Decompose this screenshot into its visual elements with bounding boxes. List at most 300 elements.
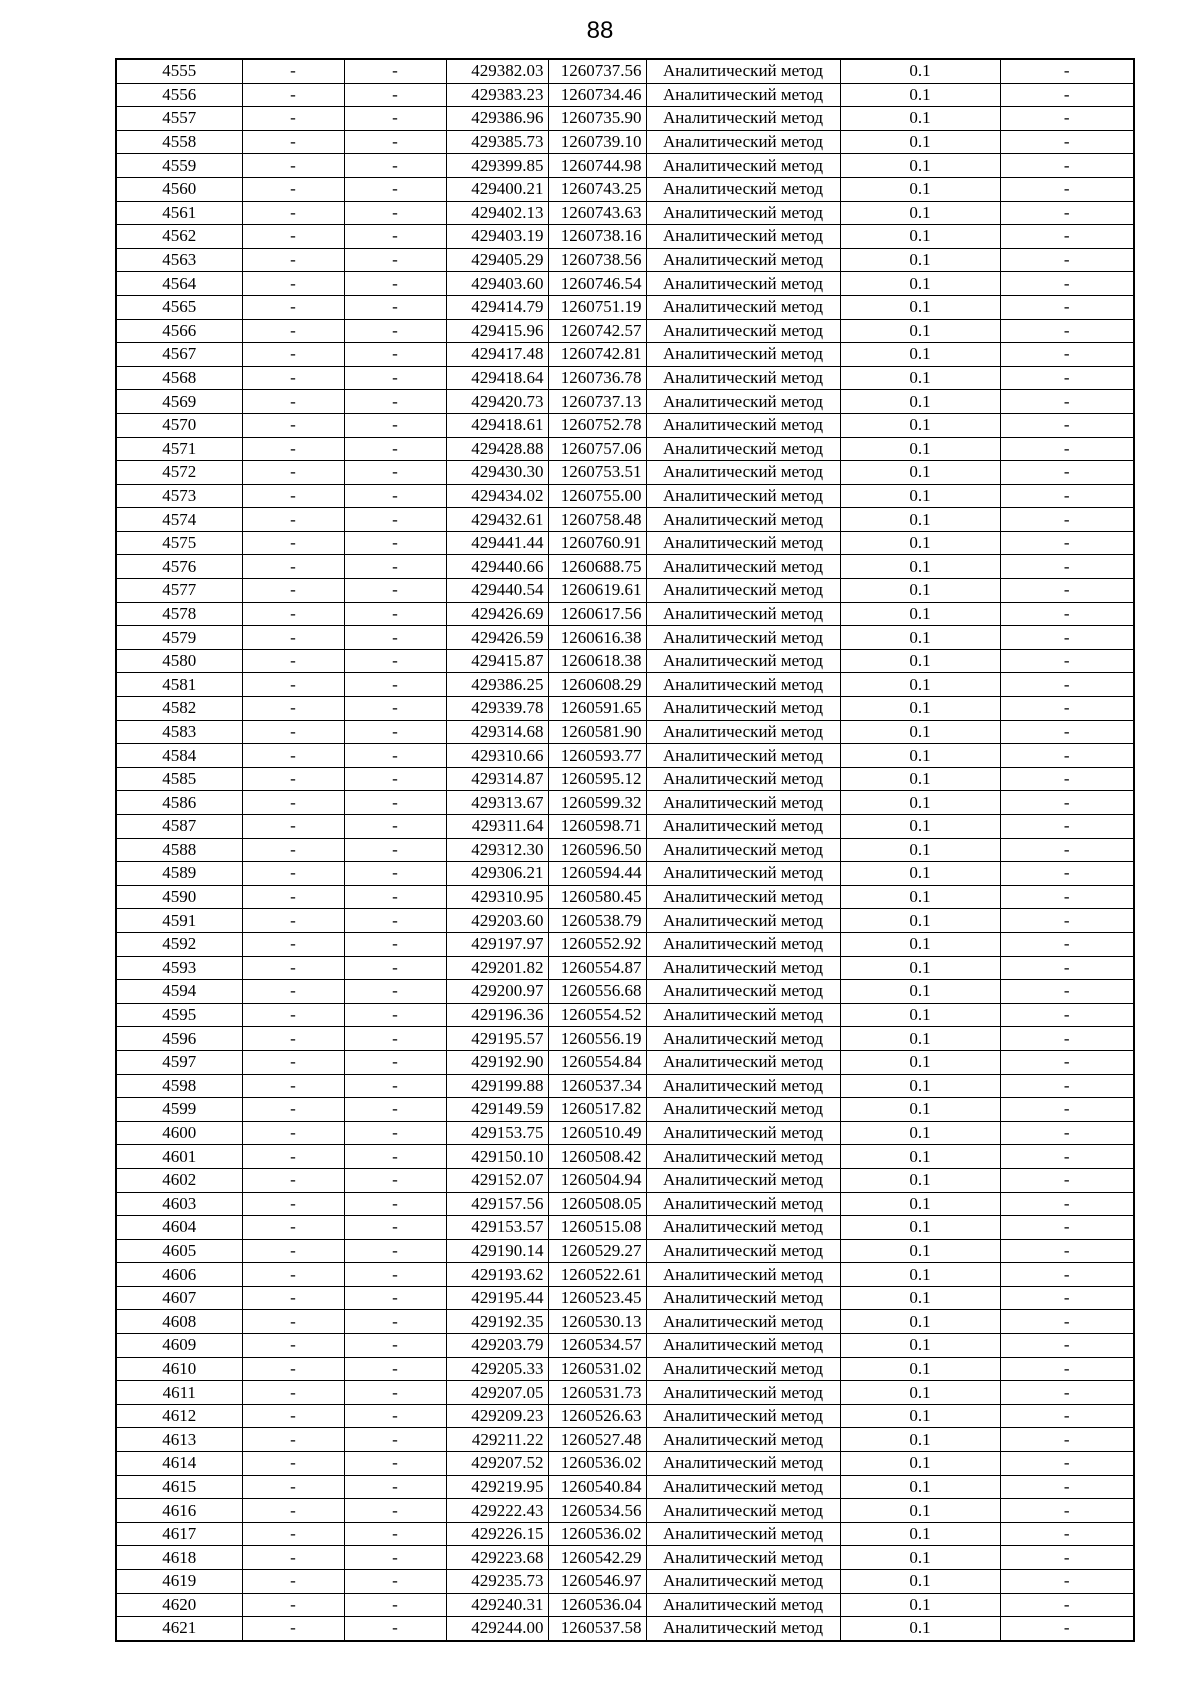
point-number-cell: 4613 [116,1428,242,1452]
y-coordinate-cell: 1260619.61 [548,579,646,603]
empty-cell-b: - [344,1381,446,1405]
method-cell: Аналитический метод [646,1499,840,1523]
table-row [116,1074,1134,1098]
point-number-cell: 4576 [116,555,242,579]
empty-cell-b: - [344,579,446,603]
table-row [116,1428,1134,1452]
empty-cell-b: - [344,272,446,296]
accuracy-cell: 0.1 [840,1145,1000,1169]
description-cell: - [1000,1192,1134,1216]
point-number-cell: 4560 [116,177,242,201]
empty-cell-a: - [242,555,344,579]
description-cell: - [1000,1404,1134,1428]
x-coordinate-cell: 429219.95 [446,1475,548,1499]
table-row [116,1168,1134,1192]
empty-cell-b: - [344,1617,446,1641]
y-coordinate-cell: 1260508.42 [548,1145,646,1169]
method-cell: Аналитический метод [646,1452,840,1476]
point-number-cell: 4567 [116,343,242,367]
table-row [116,343,1134,367]
empty-cell-a: - [242,1593,344,1617]
description-cell: - [1000,1334,1134,1358]
table-row [116,130,1134,154]
point-number-cell: 4577 [116,579,242,603]
empty-cell-b: - [344,1428,446,1452]
x-coordinate-cell: 429426.69 [446,602,548,626]
empty-cell-b: - [344,225,446,249]
description-cell: - [1000,508,1134,532]
table-row [116,508,1134,532]
table-row [116,555,1134,579]
point-number-cell: 4594 [116,980,242,1004]
method-cell: Аналитический метод [646,130,840,154]
description-cell: - [1000,1216,1134,1240]
accuracy-cell: 0.1 [840,484,1000,508]
description-cell: - [1000,1145,1134,1169]
description-cell: - [1000,673,1134,697]
point-number-cell: 4574 [116,508,242,532]
point-number-cell: 4606 [116,1263,242,1287]
point-number-cell: 4610 [116,1357,242,1381]
point-number-cell: 4585 [116,767,242,791]
empty-cell-b: - [344,1357,446,1381]
y-coordinate-cell: 1260752.78 [548,413,646,437]
point-number-cell: 4558 [116,130,242,154]
empty-cell-b: - [344,177,446,201]
empty-cell-a: - [242,248,344,272]
table-row [116,673,1134,697]
method-cell: Аналитический метод [646,744,840,768]
table-row [116,815,1134,839]
method-cell: Аналитический метод [646,531,840,555]
accuracy-cell: 0.1 [840,1050,1000,1074]
table-row [116,59,1134,83]
method-cell: Аналитический метод [646,437,840,461]
table-row [116,201,1134,225]
accuracy-cell: 0.1 [840,1310,1000,1334]
accuracy-cell: 0.1 [840,815,1000,839]
table-row [116,602,1134,626]
x-coordinate-cell: 429385.73 [446,130,548,154]
empty-cell-b: - [344,1003,446,1027]
x-coordinate-cell: 429203.60 [446,909,548,933]
description-cell: - [1000,83,1134,107]
method-cell: Аналитический метод [646,1239,840,1263]
description-cell: - [1000,413,1134,437]
method-cell: Аналитический метод [646,484,840,508]
accuracy-cell: 0.1 [840,626,1000,650]
table-row [116,838,1134,862]
description-cell: - [1000,1121,1134,1145]
empty-cell-b: - [344,1098,446,1122]
y-coordinate-cell: 1260580.45 [548,885,646,909]
accuracy-cell: 0.1 [840,1452,1000,1476]
empty-cell-b: - [344,1263,446,1287]
method-cell: Аналитический метод [646,343,840,367]
table-row [116,1286,1134,1310]
description-cell: - [1000,1499,1134,1523]
description-cell: - [1000,1546,1134,1570]
y-coordinate-cell: 1260534.57 [548,1334,646,1358]
method-cell: Аналитический метод [646,1216,840,1240]
y-coordinate-cell: 1260554.87 [548,956,646,980]
description-cell: - [1000,484,1134,508]
x-coordinate-cell: 429153.75 [446,1121,548,1145]
empty-cell-a: - [242,319,344,343]
x-coordinate-cell: 429400.21 [446,177,548,201]
empty-cell-b: - [344,815,446,839]
accuracy-cell: 0.1 [840,885,1000,909]
description-cell: - [1000,885,1134,909]
y-coordinate-cell: 1260595.12 [548,767,646,791]
method-cell: Аналитический метод [646,697,840,721]
description-cell: - [1000,1593,1134,1617]
description-cell: - [1000,319,1134,343]
method-cell: Аналитический метод [646,413,840,437]
table-row [116,390,1134,414]
point-number-cell: 4586 [116,791,242,815]
empty-cell-b: - [344,720,446,744]
table-row [116,1499,1134,1523]
point-number-cell: 4580 [116,649,242,673]
empty-cell-a: - [242,885,344,909]
y-coordinate-cell: 1260537.58 [548,1617,646,1641]
y-coordinate-cell: 1260537.34 [548,1074,646,1098]
empty-cell-b: - [344,59,446,83]
empty-cell-a: - [242,1121,344,1145]
accuracy-cell: 0.1 [840,107,1000,131]
empty-cell-b: - [344,885,446,909]
empty-cell-a: - [242,508,344,532]
empty-cell-b: - [344,201,446,225]
method-cell: Аналитический метод [646,295,840,319]
method-cell: Аналитический метод [646,1027,840,1051]
table-row [116,1452,1134,1476]
x-coordinate-cell: 429197.97 [446,932,548,956]
point-number-cell: 4621 [116,1617,242,1641]
accuracy-cell: 0.1 [840,579,1000,603]
method-cell: Аналитический метод [646,1593,840,1617]
x-coordinate-cell: 429440.54 [446,579,548,603]
x-coordinate-cell: 429415.87 [446,649,548,673]
empty-cell-b: - [344,107,446,131]
point-number-cell: 4578 [116,602,242,626]
accuracy-cell: 0.1 [840,1570,1000,1594]
empty-cell-a: - [242,272,344,296]
y-coordinate-cell: 1260758.48 [548,508,646,532]
empty-cell-b: - [344,1570,446,1594]
empty-cell-a: - [242,1334,344,1358]
method-cell: Аналитический метод [646,272,840,296]
point-number-cell: 4570 [116,413,242,437]
method-cell: Аналитический метод [646,59,840,83]
description-cell: - [1000,390,1134,414]
method-cell: Аналитический метод [646,555,840,579]
empty-cell-b: - [344,390,446,414]
point-number-cell: 4599 [116,1098,242,1122]
empty-cell-a: - [242,461,344,485]
x-coordinate-cell: 429310.66 [446,744,548,768]
empty-cell-b: - [344,1522,446,1546]
method-cell: Аналитический метод [646,461,840,485]
empty-cell-b: - [344,1452,446,1476]
y-coordinate-cell: 1260536.02 [548,1452,646,1476]
point-number-cell: 4572 [116,461,242,485]
y-coordinate-cell: 1260556.68 [548,980,646,1004]
point-number-cell: 4592 [116,932,242,956]
x-coordinate-cell: 429150.10 [446,1145,548,1169]
description-cell: - [1000,107,1134,131]
accuracy-cell: 0.1 [840,956,1000,980]
method-cell: Аналитический метод [646,201,840,225]
x-coordinate-cell: 429311.64 [446,815,548,839]
empty-cell-b: - [344,1593,446,1617]
empty-cell-b: - [344,1216,446,1240]
x-coordinate-cell: 429402.13 [446,201,548,225]
point-number-cell: 4562 [116,225,242,249]
empty-cell-b: - [344,1192,446,1216]
empty-cell-a: - [242,1617,344,1641]
empty-cell-a: - [242,295,344,319]
accuracy-cell: 0.1 [840,154,1000,178]
method-cell: Аналитический метод [646,1263,840,1287]
x-coordinate-cell: 429149.59 [446,1098,548,1122]
empty-cell-a: - [242,130,344,154]
empty-cell-b: - [344,932,446,956]
method-cell: Аналитический метод [646,1381,840,1405]
method-cell: Аналитический метод [646,1475,840,1499]
accuracy-cell: 0.1 [840,248,1000,272]
empty-cell-a: - [242,177,344,201]
y-coordinate-cell: 1260739.10 [548,130,646,154]
empty-cell-b: - [344,437,446,461]
accuracy-cell: 0.1 [840,1357,1000,1381]
method-cell: Аналитический метод [646,1310,840,1334]
table-row [116,1404,1134,1428]
empty-cell-a: - [242,343,344,367]
accuracy-cell: 0.1 [840,201,1000,225]
y-coordinate-cell: 1260554.84 [548,1050,646,1074]
empty-cell-b: - [344,1404,446,1428]
point-number-cell: 4561 [116,201,242,225]
empty-cell-b: - [344,1027,446,1051]
accuracy-cell: 0.1 [840,1074,1000,1098]
empty-cell-a: - [242,1452,344,1476]
method-cell: Аналитический метод [646,248,840,272]
table-row [116,295,1134,319]
point-number-cell: 4593 [116,956,242,980]
y-coordinate-cell: 1260746.54 [548,272,646,296]
point-number-cell: 4609 [116,1334,242,1358]
point-number-cell: 4556 [116,83,242,107]
y-coordinate-cell: 1260760.91 [548,531,646,555]
x-coordinate-cell: 429310.95 [446,885,548,909]
empty-cell-b: - [344,649,446,673]
accuracy-cell: 0.1 [840,980,1000,1004]
method-cell: Аналитический метод [646,626,840,650]
method-cell: Аналитический метод [646,579,840,603]
accuracy-cell: 0.1 [840,508,1000,532]
table-row [116,437,1134,461]
point-number-cell: 4564 [116,272,242,296]
y-coordinate-cell: 1260757.06 [548,437,646,461]
table-row [116,1475,1134,1499]
description-cell: - [1000,767,1134,791]
y-coordinate-cell: 1260744.98 [548,154,646,178]
accuracy-cell: 0.1 [840,1546,1000,1570]
table-row [116,649,1134,673]
x-coordinate-cell: 429386.96 [446,107,548,131]
empty-cell-a: - [242,154,344,178]
accuracy-cell: 0.1 [840,555,1000,579]
description-cell: - [1000,791,1134,815]
accuracy-cell: 0.1 [840,1428,1000,1452]
description-cell: - [1000,1310,1134,1334]
description-cell: - [1000,1050,1134,1074]
description-cell: - [1000,1263,1134,1287]
description-cell: - [1000,461,1134,485]
y-coordinate-cell: 1260743.25 [548,177,646,201]
y-coordinate-cell: 1260599.32 [548,791,646,815]
description-cell: - [1000,744,1134,768]
description-cell: - [1000,154,1134,178]
point-number-cell: 4620 [116,1593,242,1617]
accuracy-cell: 0.1 [840,1404,1000,1428]
x-coordinate-cell: 429403.19 [446,225,548,249]
method-cell: Аналитический метод [646,1570,840,1594]
empty-cell-b: - [344,366,446,390]
description-cell: - [1000,248,1134,272]
method-cell: Аналитический метод [646,980,840,1004]
table-row [116,83,1134,107]
empty-cell-a: - [242,579,344,603]
x-coordinate-cell: 429420.73 [446,390,548,414]
table-row [116,319,1134,343]
table-row [116,177,1134,201]
x-coordinate-cell: 429383.23 [446,83,548,107]
description-cell: - [1000,956,1134,980]
table-row [116,272,1134,296]
y-coordinate-cell: 1260504.94 [548,1168,646,1192]
x-coordinate-cell: 429399.85 [446,154,548,178]
x-coordinate-cell: 429244.00 [446,1617,548,1641]
empty-cell-b: - [344,531,446,555]
accuracy-cell: 0.1 [840,1027,1000,1051]
method-cell: Аналитический метод [646,885,840,909]
accuracy-cell: 0.1 [840,390,1000,414]
x-coordinate-cell: 429200.97 [446,980,548,1004]
method-cell: Аналитический метод [646,602,840,626]
method-cell: Аналитический метод [646,1098,840,1122]
method-cell: Аналитический метод [646,1404,840,1428]
description-cell: - [1000,437,1134,461]
table-row [116,1570,1134,1594]
table-row [116,248,1134,272]
x-coordinate-cell: 429205.33 [446,1357,548,1381]
accuracy-cell: 0.1 [840,1098,1000,1122]
accuracy-cell: 0.1 [840,1499,1000,1523]
table-row [116,1357,1134,1381]
y-coordinate-cell: 1260517.82 [548,1098,646,1122]
empty-cell-a: - [242,413,344,437]
empty-cell-b: - [344,956,446,980]
point-number-cell: 4611 [116,1381,242,1405]
x-coordinate-cell: 429434.02 [446,484,548,508]
accuracy-cell: 0.1 [840,1334,1000,1358]
accuracy-cell: 0.1 [840,461,1000,485]
description-cell: - [1000,295,1134,319]
method-cell: Аналитический метод [646,1192,840,1216]
empty-cell-b: - [344,154,446,178]
x-coordinate-cell: 429382.03 [446,59,548,83]
table-row [116,1192,1134,1216]
x-coordinate-cell: 429415.96 [446,319,548,343]
empty-cell-b: - [344,413,446,437]
y-coordinate-cell: 1260743.63 [548,201,646,225]
table-row [116,767,1134,791]
x-coordinate-cell: 429192.90 [446,1050,548,1074]
empty-cell-b: - [344,130,446,154]
x-coordinate-cell: 429428.88 [446,437,548,461]
table-row [116,980,1134,1004]
empty-cell-a: - [242,1003,344,1027]
point-number-cell: 4571 [116,437,242,461]
empty-cell-a: - [242,437,344,461]
accuracy-cell: 0.1 [840,697,1000,721]
accuracy-cell: 0.1 [840,177,1000,201]
y-coordinate-cell: 1260735.90 [548,107,646,131]
y-coordinate-cell: 1260552.92 [548,932,646,956]
accuracy-cell: 0.1 [840,413,1000,437]
description-cell: - [1000,1357,1134,1381]
y-coordinate-cell: 1260755.00 [548,484,646,508]
empty-cell-b: - [344,319,446,343]
description-cell: - [1000,1522,1134,1546]
point-number-cell: 4581 [116,673,242,697]
empty-cell-a: - [242,225,344,249]
empty-cell-a: - [242,366,344,390]
accuracy-cell: 0.1 [840,1522,1000,1546]
table-row [116,626,1134,650]
x-coordinate-cell: 429190.14 [446,1239,548,1263]
x-coordinate-cell: 429195.44 [446,1286,548,1310]
description-cell: - [1000,697,1134,721]
empty-cell-a: - [242,1216,344,1240]
empty-cell-a: - [242,1381,344,1405]
table-row [116,225,1134,249]
empty-cell-b: - [344,1050,446,1074]
accuracy-cell: 0.1 [840,1216,1000,1240]
empty-cell-a: - [242,838,344,862]
y-coordinate-cell: 1260510.49 [548,1121,646,1145]
method-cell: Аналитический метод [646,767,840,791]
description-cell: - [1000,1286,1134,1310]
empty-cell-a: - [242,1570,344,1594]
table-row [116,956,1134,980]
x-coordinate-cell: 429306.21 [446,862,548,886]
accuracy-cell: 0.1 [840,673,1000,697]
empty-cell-a: - [242,1546,344,1570]
method-cell: Аналитический метод [646,673,840,697]
x-coordinate-cell: 429440.66 [446,555,548,579]
description-cell: - [1000,201,1134,225]
accuracy-cell: 0.1 [840,59,1000,83]
table-row [116,461,1134,485]
method-cell: Аналитический метод [646,720,840,744]
table-row [116,1003,1134,1027]
method-cell: Аналитический метод [646,508,840,532]
empty-cell-a: - [242,1263,344,1287]
